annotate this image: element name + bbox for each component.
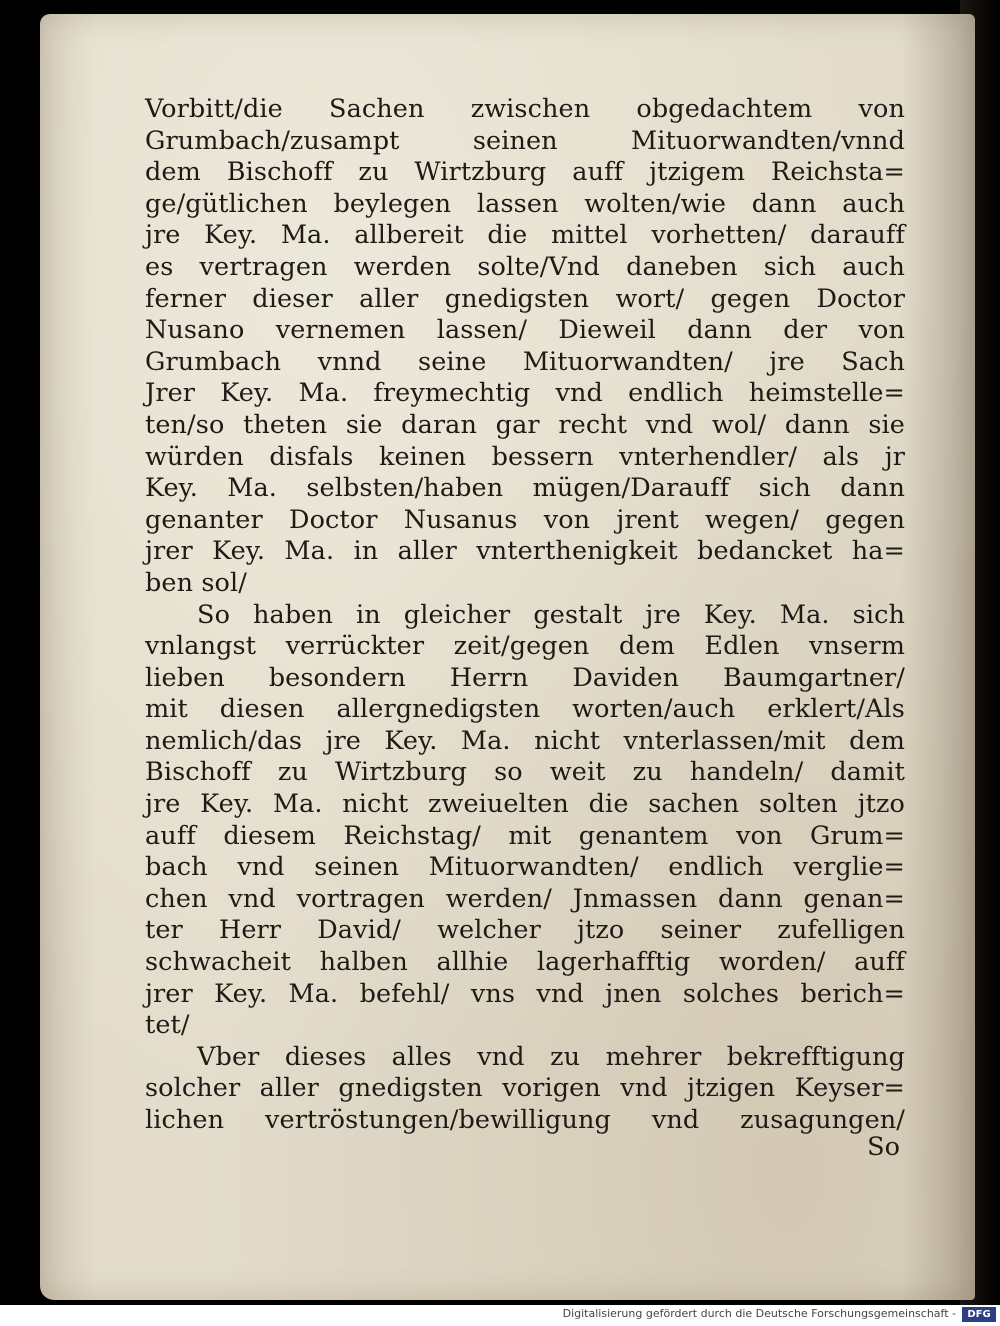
catchword: So: [867, 1132, 900, 1162]
text-line-31: Vber dieses alles vnd zu mehrer bekrefftigung: [197, 1041, 905, 1072]
text-line-20: mit diesen allergnedigsten worten/auch erklert/Als: [145, 694, 905, 725]
text-line-21: nemlich/das jre Key. Ma. nicht vnterlassen/mit dem: [145, 725, 905, 756]
text-line-18: vnlangst verrückter zeit/gegen dem Edlen vnserm: [145, 631, 905, 662]
text-line-30: tet/: [145, 1010, 190, 1041]
text-line-5: jre Key. Ma. allbereit die mittel vorhetten/ darauff: [145, 220, 905, 251]
text-line-22: Bischoff zu Wirtzburg so weit zu handeln/ damit: [145, 757, 905, 788]
text-line-1: Vorbitt/die Sachen zwischen obgedachtem von: [145, 94, 905, 124]
text-line-13: Key. Ma. selbsten/haben mügen/Darauff sich dann: [145, 473, 905, 504]
text-line-26: chen vnd vortragen werden/ Jnmassen dann genan=: [145, 883, 905, 914]
text-line-3: dem Bischoff zu Wirtzburg auff jtzigem Reichsta=: [145, 157, 905, 188]
text-line-29: jrer Key. Ma. befehl/ vns vnd jnen solches berich=: [145, 978, 905, 1009]
text-line-25: bach vnd seinen Mituorwandten/ endlich verglie=: [145, 852, 905, 883]
text-line-12: würden disfals keinen bessern vnterhendler/ als jr: [145, 441, 905, 472]
text-line-19: lieben besondern Herrn Daviden Baumgartner/: [145, 662, 905, 693]
text-line-24: auff diesem Reichstag/ mit genantem von Grum=: [145, 820, 905, 851]
text-line-27: ter Herr David/ welcher jtzo seiner zufelligen: [145, 915, 905, 946]
text-line-28: schwacheit halben allhie lagerhafftig worden/ auff: [145, 947, 905, 978]
text-line-10: Jrer Key. Ma. freymechtig vnd endlich heimstelle=: [145, 378, 905, 409]
text-line-17: So haben in gleicher gestalt jre Key. Ma. sich: [197, 599, 905, 630]
text-line-32: solcher aller gnedigsten vorigen vnd jtzigen Keyser=: [145, 1073, 905, 1104]
text-line-23: jre Key. Ma. nicht zweiuelten die sachen solten jtzo: [145, 789, 905, 820]
text-line-4: ge/gütlichen beylegen lassen wolten/wie dann auch: [145, 188, 905, 219]
text-line-33: lichen vertröstungen/bewilligung vnd zusagungen/: [145, 1105, 905, 1135]
text-line-16: ben sol/: [145, 567, 247, 598]
text-line-8: Nusano vernemen lassen/ Dieweil dann der von: [145, 315, 905, 346]
text-line-7: ferner dieser aller gnedigsten wort/ gegen Doctor: [145, 283, 905, 314]
text-line-9: Grumbach vnnd seine Mituorwandten/ jre Sach: [145, 346, 905, 377]
dfg-logo: DFG: [962, 1307, 996, 1322]
text-line-11: ten/so theten sie daran gar recht vnd wol/ dann sie: [145, 409, 905, 440]
text-line-14: genanter Doctor Nusanus von jrent wegen/ gegen: [145, 504, 905, 535]
text-line-2: Grumbach/zusampt seinen Mituorwandten/vnnd: [145, 125, 905, 156]
funding-credit: Digitalisierung gefördert durch die Deutsche Forschungsgemeinschaft -: [562, 1307, 956, 1320]
page-text: [145, 94, 905, 1137]
text-line-6: es vertragen werden solte/Vnd daneben sich auch: [145, 251, 905, 282]
text-line-15: jrer Key. Ma. in aller vnterthenigkeit bedancket ha=: [145, 536, 905, 567]
footer-bar: [0, 1305, 1000, 1326]
